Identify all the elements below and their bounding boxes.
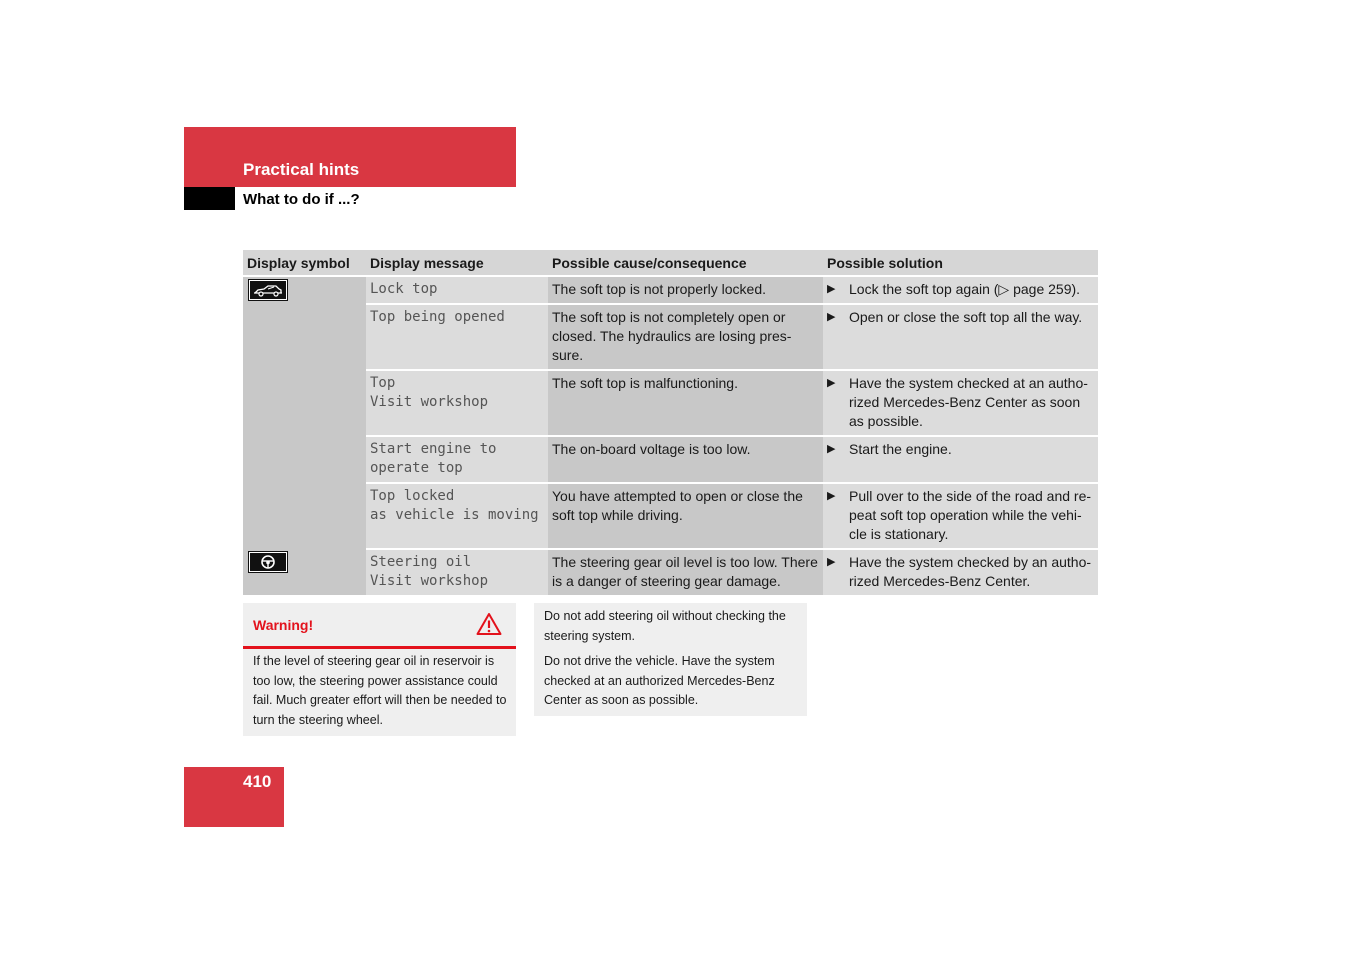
convertible-top-symbol-icon <box>249 280 287 300</box>
steering-wheel-symbol-icon <box>249 552 287 572</box>
table-row <box>243 304 1098 370</box>
warning-box <box>243 603 516 736</box>
warning-triangle-icon <box>476 612 502 636</box>
solution-cell <box>823 304 1098 370</box>
triangle-right-icon: ▶ <box>827 490 836 502</box>
symbol-cell <box>243 549 366 595</box>
solution-cell <box>823 483 1098 549</box>
cause-text: The steering gear oil level is too low. There is a danger of steering gear damage. <box>548 549 823 595</box>
warning-title: Warning! <box>253 617 314 633</box>
page-number: 410 <box>243 772 272 791</box>
header-black-tab <box>184 187 235 210</box>
subsection-title: What to do if ...? <box>243 191 360 208</box>
warning-text: If the level of steering gear oil in reservoir is too low, the steering power assistance could fail. Much greater effort will then be needed to turn the steering wheel. <box>253 654 507 727</box>
triangle-right-icon: ▶ <box>827 377 836 389</box>
triangle-right-icon: ▶ <box>827 443 836 455</box>
display-message: Top Visit workshop <box>366 370 548 436</box>
display-message: Steering oil Visit workshop <box>366 549 548 595</box>
solution-text: Open or close the soft top all the way. <box>849 309 1083 325</box>
triangle-right-icon: ▶ <box>827 556 836 568</box>
display-message: Top being opened <box>366 304 548 370</box>
cause-text: The soft top is malfunctioning. <box>548 370 823 436</box>
column-header: Possible cause/consequence <box>548 250 823 276</box>
column-header: Display message <box>366 250 548 276</box>
triangle-right-icon: ▶ <box>827 311 836 323</box>
table-row <box>243 549 1098 595</box>
triangle-right-icon: ▶ <box>827 283 836 295</box>
table-row <box>243 436 1098 483</box>
table-row <box>243 483 1098 549</box>
table-header-row <box>243 250 1098 276</box>
display-message: Top locked as vehicle is moving <box>366 483 548 549</box>
cause-text: The soft top is not properly locked. <box>548 276 823 304</box>
cause-text: You have attempted to open or close the soft top while driving. <box>548 483 823 549</box>
cause-text: The soft top is not completely open or closed. The hydraulics are losing pres-sure. <box>548 304 823 370</box>
warning-paragraph: Do not drive the vehicle. Have the system checked at an authorized Mercedes-Benz Center as soon as possible. <box>544 654 775 707</box>
column-header: Display symbol <box>243 250 366 276</box>
solution-text: Lock the soft top again (▷ page 259). <box>849 281 1081 297</box>
solution-cell <box>823 276 1098 304</box>
warning-header <box>243 603 516 649</box>
column-header: Possible solution <box>823 250 1098 276</box>
solution-text: Start the engine. <box>849 441 952 457</box>
solution-text: Have the system checked at an autho-rized Mercedes-Benz Center as soon as possible. <box>849 375 1088 429</box>
table-row <box>243 370 1098 436</box>
solution-text: Pull over to the side of the road and re-peat soft top operation while the vehi-cle is stationary. <box>849 488 1092 542</box>
warning-paragraph: Do not add steering oil without checking the steering system. <box>544 609 786 643</box>
cause-text: The on-board voltage is too low. <box>548 436 823 483</box>
warning-continued-box <box>534 603 807 716</box>
solution-cell <box>823 549 1098 595</box>
symbol-cell <box>243 276 366 549</box>
display-messages-table <box>243 250 1098 595</box>
display-message: Start engine to operate top <box>366 436 548 483</box>
solution-cell <box>823 370 1098 436</box>
solution-cell <box>823 436 1098 483</box>
table-row <box>243 276 1098 304</box>
solution-text: Have the system checked by an autho-rized Mercedes-Benz Center. <box>849 554 1092 589</box>
section-title: Practical hints <box>243 160 360 179</box>
display-message: Lock top <box>366 276 548 304</box>
